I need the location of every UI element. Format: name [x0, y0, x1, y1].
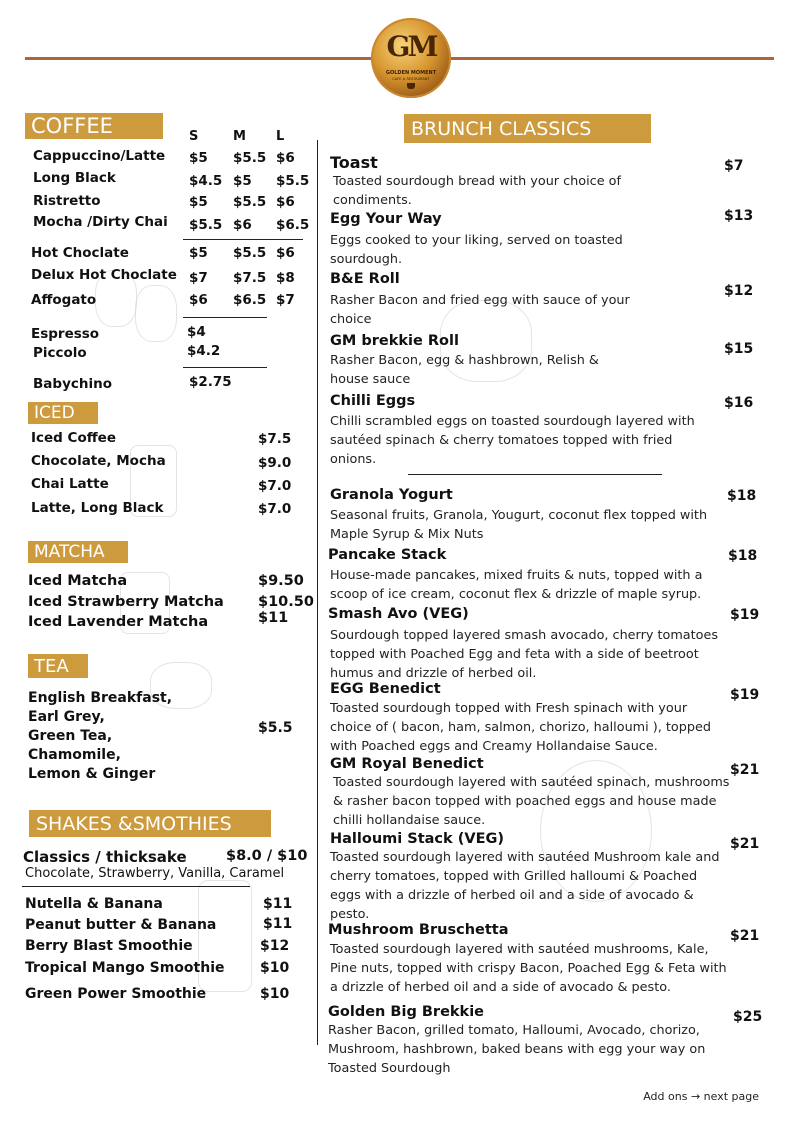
- section-divider: [183, 239, 303, 240]
- matcha-item-name: Iced Lavender Matcha: [28, 614, 209, 630]
- brunch-item-desc: Eggs cooked to your liking, served on toasted sourdough.: [330, 233, 623, 267]
- tea-item-name: Green Tea,: [28, 728, 113, 744]
- brunch-header-label: BRUNCH CLASSICS: [411, 117, 592, 140]
- brunch-item-name: Mushroom Bruschetta: [328, 922, 509, 938]
- brunch-item-price: $18: [728, 548, 758, 564]
- size-l-header: L: [276, 129, 285, 144]
- shakes-header-label: SHAKES &SMOTHIES: [36, 812, 232, 835]
- shake-price: $11: [263, 916, 293, 932]
- brunch-item-desc: Toasted sourdough topped with Fresh spinach with your choice of ( bacon, ham, salmon, chorizo, halloumi ), topped with Poached eggs and Creamy Hollandaise Sauce.: [330, 701, 711, 754]
- brunch-item-name: EGG Benedict: [330, 681, 441, 697]
- shake-item-name: Berry Blast Smoothie: [25, 938, 193, 954]
- coffee-price-m: $5.5: [233, 194, 267, 210]
- golden-moment-logo: [371, 18, 451, 98]
- coffee-price-m: $6.5: [233, 292, 267, 308]
- top-rule-right: [451, 57, 774, 60]
- coffee-item-name: Espresso: [31, 326, 100, 342]
- brunch-item-desc: Rasher Bacon, grilled tomato, Halloumi, Avocado, chorizo, Mushroom, hashbrown, baked beans with egg your way on Toasted Sourdough: [328, 1023, 706, 1076]
- brunch-item-desc: Toasted sourdough layered with sautéed Mushroom kale and cherry tomatoes, topped with Grilled halloumi & Poached eggs with a drizzle of herbed oil and a side of avocado & pesto.: [330, 850, 720, 922]
- brunch-item-name: Granola Yogurt: [330, 487, 453, 503]
- shake-price: $11: [263, 896, 293, 912]
- shakes-classics-label: Classics / thicksake: [23, 848, 187, 866]
- coffee-item-name: Piccolo: [33, 345, 87, 361]
- brunch-item-name: Golden Big Brekkie: [328, 1004, 484, 1020]
- logo-monogram: GM: [386, 30, 436, 63]
- coffee-price-l: $7: [276, 292, 295, 308]
- section-divider: [183, 317, 267, 318]
- brunch-item-price: $12: [724, 283, 754, 299]
- brunch-item-desc: Toasted sourdough bread with your choice of condiments.: [333, 174, 621, 208]
- add-ons-next-page-note: Add ons → next page: [643, 1090, 759, 1103]
- brunch-item-name: Egg Your Way: [330, 211, 442, 227]
- coffee-item-name: Ristretto: [33, 193, 101, 209]
- iced-item-name: Chai Latte: [31, 476, 109, 492]
- brunch-item-name: B&E Roll: [330, 271, 400, 287]
- section-divider: [408, 474, 662, 475]
- tea-item-name: Earl Grey,: [28, 709, 105, 725]
- brunch-item-desc: Chilli scrambled eggs on toasted sourdough layered with sautéed spinach & cherry tomatoes topped with fried onions.: [330, 414, 695, 467]
- brunch-item-name: Smash Avo (VEG): [328, 606, 469, 622]
- shakes-header: [29, 810, 271, 837]
- shake-item-name: Green Power Smoothie: [25, 986, 207, 1002]
- iced-price: $7.0: [258, 478, 292, 494]
- matcha-item-name: Iced Matcha: [28, 573, 128, 589]
- brunch-item-price: $21: [730, 836, 760, 852]
- shake-price: $10: [260, 986, 290, 1002]
- matcha-price: $10.50: [258, 594, 314, 610]
- coffee-price-m: $5: [233, 173, 252, 189]
- section-divider: [183, 367, 267, 368]
- coffee-item-name: Mocha /Dirty Chai: [33, 214, 168, 230]
- brunch-item-desc: Rasher Bacon, egg & hashbrown, Relish & house sauce: [330, 353, 599, 387]
- coffee-item-name: Babychino: [33, 376, 112, 392]
- coffee-item-name: Affogato: [31, 292, 97, 308]
- coffee-price-m: $6: [233, 217, 252, 233]
- brunch-item-price: $19: [730, 607, 760, 623]
- tea-header-label: TEA: [34, 655, 69, 677]
- coffee-item-name: Hot Choclate: [31, 245, 129, 261]
- coffee-price-m: $5.5: [233, 150, 267, 166]
- brunch-item-price: $18: [727, 488, 757, 504]
- brunch-item-desc: House-made pancakes, mixed fruits & nuts, topped with a scoop of ice cream, coconut flex & drizzle of maple syrup.: [330, 568, 703, 602]
- coffee-header-label: COFFEE: [31, 114, 113, 138]
- brunch-item-desc: Seasonal fruits, Granola, Yougurt, coconut flex topped with Maple Syrup & Mix Nuts: [330, 508, 708, 542]
- matcha-price: $9.50: [258, 573, 304, 589]
- shake-item-name: Tropical Mango Smoothie: [25, 960, 225, 976]
- size-m-header: M: [233, 129, 246, 144]
- coffee-price-s: $5.5: [189, 217, 223, 233]
- top-rule-left: [25, 57, 371, 60]
- shake-price: $12: [260, 938, 290, 954]
- coffee-price-l: $6: [276, 150, 295, 166]
- coffee-price-l: $8: [276, 270, 295, 286]
- iced-item-name: Chocolate, Mocha: [31, 453, 166, 469]
- column-divider: [317, 140, 318, 1045]
- brunch-item-name: GM Royal Benedict: [330, 756, 484, 772]
- iced-header: [28, 402, 98, 424]
- tea-item-name: English Breakfast,: [28, 690, 173, 706]
- shakes-classics-price: $8.0 / $10: [226, 848, 308, 864]
- coffee-price: $4: [187, 324, 206, 340]
- iced-item-name: Iced Coffee: [31, 430, 116, 446]
- coffee-item-name: Long Black: [33, 170, 116, 186]
- shake-price: $10: [260, 960, 290, 976]
- coffee-price-s: $6: [189, 292, 208, 308]
- coffee-price-m: $5.5: [233, 245, 267, 261]
- coffee-header: [25, 113, 163, 139]
- brunch-item-desc: Rasher Bacon and fried egg with sauce of your choice: [330, 293, 630, 327]
- brunch-item-price: $21: [730, 762, 760, 778]
- iced-header-label: ICED: [34, 403, 75, 423]
- coffee-item-name: Delux Hot Choclate: [31, 267, 177, 283]
- brunch-item-name: Halloumi Stack (VEG): [330, 831, 504, 847]
- brunch-item-name: Toast: [330, 153, 378, 172]
- coffee-price-s: $5: [189, 150, 208, 166]
- logo-name: GOLDEN MOMENT: [385, 70, 437, 76]
- brunch-item-price: $16: [724, 395, 754, 411]
- brunch-item-desc: Toasted sourdough layered with sautéed spinach, mushrooms & rasher bacon topped with poached eggs and house made chilli hollandaise sauce.: [333, 775, 730, 828]
- brunch-item-price: $25: [733, 1009, 763, 1025]
- shake-item-name: Nutella & Banana: [25, 896, 163, 912]
- brunch-item-price: $19: [730, 687, 760, 703]
- brunch-item-name: GM brekkie Roll: [330, 333, 459, 349]
- matcha-header-label: MATCHA: [34, 542, 105, 562]
- section-divider: [22, 886, 250, 887]
- coffee-price: $2.75: [189, 374, 232, 390]
- brunch-item-price: $21: [730, 928, 760, 944]
- coffee-price-l: $6.5: [276, 217, 310, 233]
- iced-price: $7.5: [258, 431, 292, 447]
- shake-item-name: Peanut butter & Banana: [25, 917, 217, 933]
- iced-item-name: Latte, Long Black: [31, 500, 164, 516]
- iced-price: $7.0: [258, 501, 292, 517]
- coffee-price-s: $5: [189, 245, 208, 261]
- shakes-classics-flavours: Chocolate, Strawberry, Vanilla, Caramel: [25, 866, 285, 881]
- coffee-price-l: $6: [276, 245, 295, 261]
- brunch-item-desc: Toasted sourdough layered with sautéed mushrooms, Kale, Pine nuts, topped with crispy Bacon, Poached Egg & Feta with a drizzle of herbed oil and a side of avocado & pesto.: [330, 942, 727, 995]
- matcha-header: [28, 541, 128, 563]
- tea-price: $5.5: [258, 720, 293, 736]
- brunch-item-name: Pancake Stack: [328, 547, 447, 563]
- coffee-item-name: Cappuccino/Latte: [33, 148, 166, 164]
- coffee-price-s: $5: [189, 194, 208, 210]
- logo-tagline: CAFE & RESTAURANT: [392, 77, 430, 81]
- tea-item-name: Chamomile,: [28, 747, 121, 763]
- brunch-item-price: $13: [724, 208, 754, 224]
- brunch-item-desc: Sourdough topped layered smash avocado, cherry tomatoes topped with Poached Egg and feta with a side of beetroot humus and drizzle of herbed oil.: [330, 628, 719, 681]
- tea-header: [28, 654, 88, 678]
- coffee-bean-sketch-icon: [135, 285, 177, 342]
- cup-icon: [407, 83, 415, 89]
- brunch-item-price: $15: [724, 341, 754, 357]
- brunch-item-name: Chilli Eggs: [330, 393, 416, 409]
- brunch-header: [404, 114, 651, 143]
- tea-item-name: Lemon & Ginger: [28, 766, 156, 782]
- size-s-header: S: [189, 129, 199, 144]
- matcha-price: $11: [258, 610, 289, 626]
- coffee-price-s: $7: [189, 270, 208, 286]
- matcha-item-name: Iced Strawberry Matcha: [28, 594, 224, 610]
- coffee-price: $4.2: [187, 343, 221, 359]
- coffee-price-l: $5.5: [276, 173, 310, 189]
- brunch-item-price: $7: [724, 158, 744, 174]
- iced-price: $9.0: [258, 455, 292, 471]
- coffee-price-m: $7.5: [233, 270, 267, 286]
- coffee-price-s: $4.5: [189, 173, 223, 189]
- coffee-price-l: $6: [276, 194, 295, 210]
